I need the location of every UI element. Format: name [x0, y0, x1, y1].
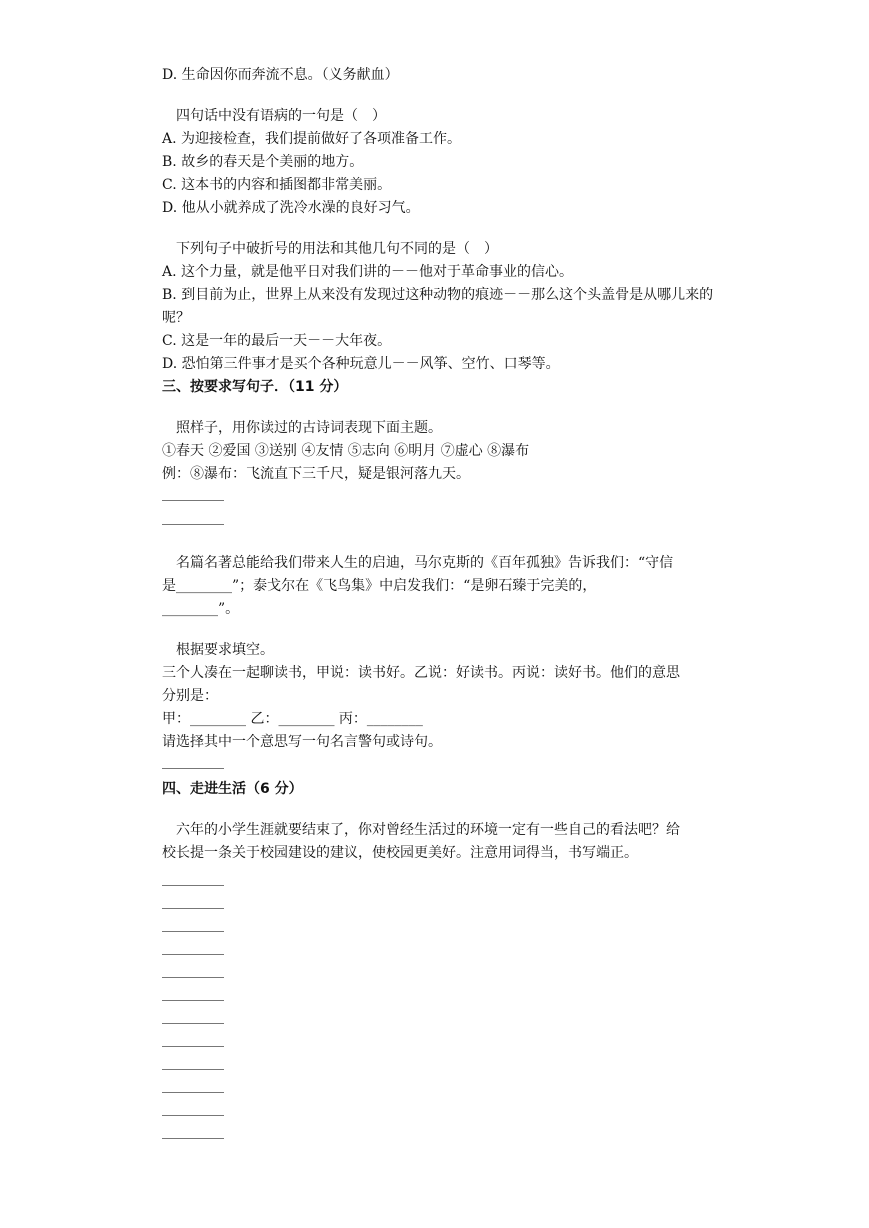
answer-blank[interactable] [162, 510, 224, 525]
document-page [162, 64, 732, 1147]
question-grammar-stem: 四句话中没有语病的一句是（ ） [176, 108, 386, 124]
question-fill-line-1: 三个人凑在一起聊读书，甲说：读书好。乙说：好读书。丙说：读好书。他们的意思 [162, 665, 680, 681]
answer-blank[interactable] [162, 1009, 224, 1024]
question-poem-example: 例：⑧瀑布：飞流直下三千尺，疑是银河落九天。 [162, 466, 470, 482]
question-suggestion-line-2: 校长提一条关于校园建设的建议，使校园更美好。注意用词得当，书写端正。 [162, 845, 638, 861]
question-poem-stem: 照样子，用你读过的古诗词表现下面主题。 [176, 420, 442, 436]
answer-blank[interactable] [162, 1101, 224, 1116]
question-dash-option-c: C. 这是一年的最后一天－－大年夜。 [162, 333, 392, 349]
answer-blank[interactable] [162, 894, 224, 909]
answer-blank[interactable] [162, 986, 224, 1001]
question-grammar-option-d: D. 他从小就养成了洗冷水澡的良好习气。 [162, 200, 420, 216]
question-grammar-option-a: A. 为迎接检查，我们提前做好了各项准备工作。 [162, 131, 462, 147]
question-grammar-option-b: B. 故乡的春天是个美丽的地方。 [162, 154, 364, 170]
question-classics-line-1: 名篇名著总能给我们带来人生的启迪，马尔克斯的《百年孤独》告诉我们：“守信 [176, 555, 674, 571]
question-poem-topics: ①春天 ②爱国 ③送别 ④友情 ⑤志向 ⑥明月 ⑦虚心 ⑧瀑布 [162, 443, 530, 459]
question-dash-option-b: B. 到目前为止，世界上从来没有发现过这种动物的痕迹－－那么这个头盖骨是从哪儿来的呢？ [162, 287, 714, 326]
question-fill-stem: 根据要求填空。 [176, 642, 274, 658]
answer-lines [162, 871, 732, 1139]
question-dash-option-d: D. 恐怕第三件事才是买个各种玩意儿－－风筝、空竹、口琴等。 [162, 356, 560, 372]
option-d-blood: D. 生命因你而奔流不息。（义务献血） [162, 67, 399, 83]
answer-blank[interactable] [162, 871, 224, 886]
question-fill-line-4: 请选择其中一个意思写一句名言警句或诗句。 [162, 734, 442, 750]
answer-blank[interactable] [162, 917, 224, 932]
section-3-heading: 三、按要求写句子．（11 分） [162, 379, 348, 395]
question-fill-line-2: 分别是： [162, 688, 218, 704]
question-grammar-option-c: C. 这本书的内容和插图都非常美丽。 [162, 177, 392, 193]
answer-blank[interactable] [162, 963, 224, 978]
answer-blank[interactable] [162, 1078, 224, 1093]
section-4-heading: 四、走进生活（6 分） [162, 781, 303, 797]
answer-blank[interactable] [162, 940, 224, 955]
question-dash-stem: 下列句子中破折号的用法和其他几句不同的是（ ） [176, 241, 498, 257]
answer-blank[interactable] [162, 1124, 224, 1139]
question-fill-line-3: 甲：________ 乙：________ 丙：________ [162, 711, 423, 727]
answer-blank[interactable] [162, 1032, 224, 1047]
question-classics-line-2: 是________”；泰戈尔在《飞鸟集》中启发我们：“是卵石臻于完美的， [162, 578, 597, 594]
answer-blank[interactable] [162, 486, 224, 501]
answer-blank[interactable] [162, 754, 224, 769]
question-suggestion-line-1: 六年的小学生涯就要结束了，你对曾经生活过的环境一定有一些自己的看法吧？给 [176, 822, 680, 838]
answer-blank[interactable] [162, 1055, 224, 1070]
question-dash-option-a: A. 这个力量，就是他平日对我们讲的－－他对于革命事业的信心。 [162, 264, 574, 280]
question-classics-line-3: ________”。 [162, 601, 240, 617]
